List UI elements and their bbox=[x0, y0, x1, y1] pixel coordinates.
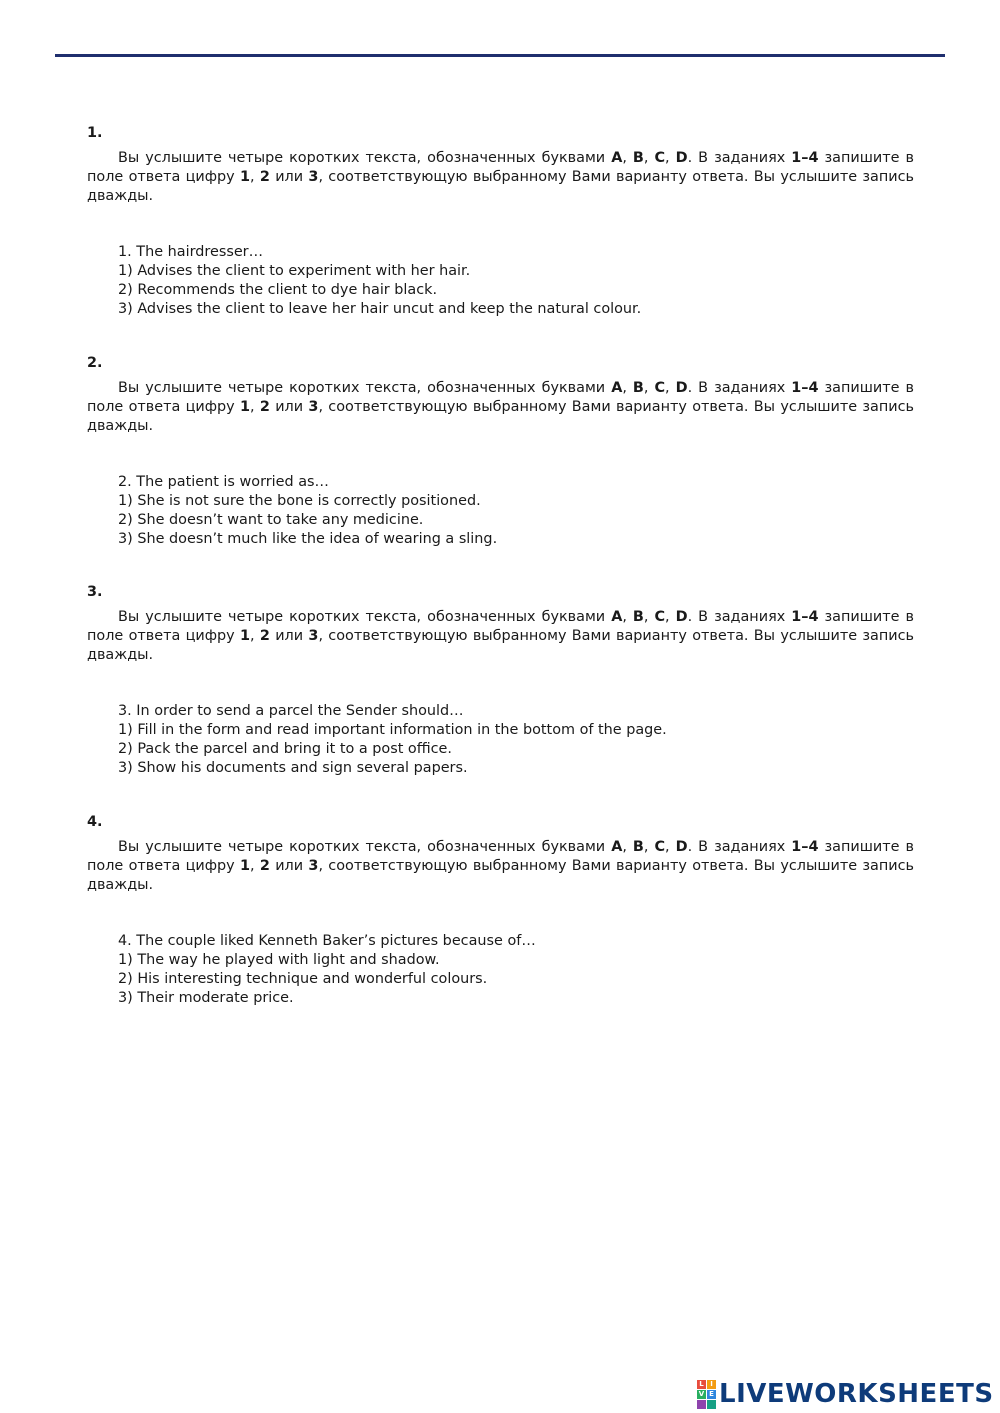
task-number: 2. bbox=[87, 354, 103, 371]
task-block bbox=[87, 124, 914, 350]
answer-option[interactable]: 2) She doesn’t want to take any medicine. bbox=[118, 511, 424, 528]
logo-mark-square: I bbox=[707, 1380, 716, 1389]
answer-option[interactable]: 2) His interesting technique and wonderful colours. bbox=[118, 970, 488, 987]
liveworksheets-logo-icon bbox=[697, 1380, 716, 1409]
logo-mark-square: E bbox=[707, 1390, 716, 1399]
task-block bbox=[87, 583, 914, 809]
question-block bbox=[87, 243, 914, 319]
task-number: 1. bbox=[87, 125, 103, 141]
question-stem: 2. The patient is worried as… bbox=[118, 473, 329, 490]
answer-option[interactable]: 3) She doesn’t much like the idea of wearing a sling. bbox=[118, 530, 498, 547]
answer-option[interactable]: 3) Show his documents and sign several papers. bbox=[118, 760, 468, 776]
liveworksheets-logo[interactable] bbox=[697, 1379, 994, 1409]
task-block bbox=[87, 813, 914, 1039]
answer-option[interactable]: 1) The way he played with light and shadow. bbox=[118, 951, 440, 968]
logo-mark-square: L bbox=[697, 1380, 706, 1389]
answer-option[interactable]: 1) Advises the client to experiment with her hair. bbox=[118, 263, 471, 279]
logo-mark-square bbox=[697, 1400, 706, 1409]
answer-option[interactable]: 1) Fill in the form and read important information in the bottom of the page. bbox=[118, 722, 667, 738]
answer-option[interactable]: 3) Their moderate price. bbox=[118, 989, 294, 1006]
task-block bbox=[87, 354, 914, 580]
task-instruction: Вы услышите четыре коротких текста, обозначенных буквами A, B, C, D. В заданиях 1–4 запишите в поле ответа цифру 1, 2 или 3, соответствующую выбранному Вами варианту ответа. Вы услышите запись дважды. bbox=[87, 150, 915, 204]
question-block bbox=[87, 473, 914, 549]
answer-option[interactable]: 2) Pack the parcel and bring it to a post office. bbox=[118, 741, 452, 757]
top-rule bbox=[55, 54, 945, 57]
task-number: 3. bbox=[87, 584, 103, 600]
question-stem: 1. The hairdresser… bbox=[118, 244, 263, 260]
question-stem: 3. In order to send a parcel the Sender should… bbox=[118, 703, 464, 719]
task-instruction: Вы услышите четыре коротких текста, обозначенных буквами A, B, C, D. В заданиях 1–4 запишите в поле ответа цифру 1, 2 или 3, соответствующую выбранному Вами варианту ответа. Вы услышите запись дважды. bbox=[87, 379, 915, 434]
question-stem: 4. The couple liked Kenneth Baker’s pictures because of… bbox=[118, 932, 536, 949]
worksheet bbox=[87, 120, 914, 1038]
task-instruction: Вы услышите четыре коротких текста, обозначенных буквами A, B, C, D. В заданиях 1–4 запишите в поле ответа цифру 1, 2 или 3, соответствующую выбранному Вами варианту ответа. Вы услышите запись дважды. bbox=[87, 838, 915, 893]
answer-option[interactable]: 3) Advises the client to leave her hair uncut and keep the natural colour. bbox=[118, 301, 642, 317]
answer-option[interactable]: 2) Recommends the client to dye hair black. bbox=[118, 282, 438, 298]
logo-mark-square: V bbox=[698, 1389, 705, 1398]
answer-option[interactable]: 1) She is not sure the bone is correctly positioned. bbox=[118, 492, 481, 509]
logo-text: LIVEWORKSHEETS bbox=[719, 1379, 994, 1409]
task-number: 4. bbox=[87, 813, 103, 830]
logo-mark-square bbox=[707, 1400, 716, 1409]
question-block bbox=[87, 932, 914, 1008]
question-block bbox=[87, 702, 914, 778]
task-instruction: Вы услышите четыре коротких текста, обозначенных буквами A, B, C, D. В заданиях 1–4 запишите в поле ответа цифру 1, 2 или 3, соответствующую выбранному Вами варианту ответа. Вы услышите запись дважды. bbox=[87, 609, 915, 663]
